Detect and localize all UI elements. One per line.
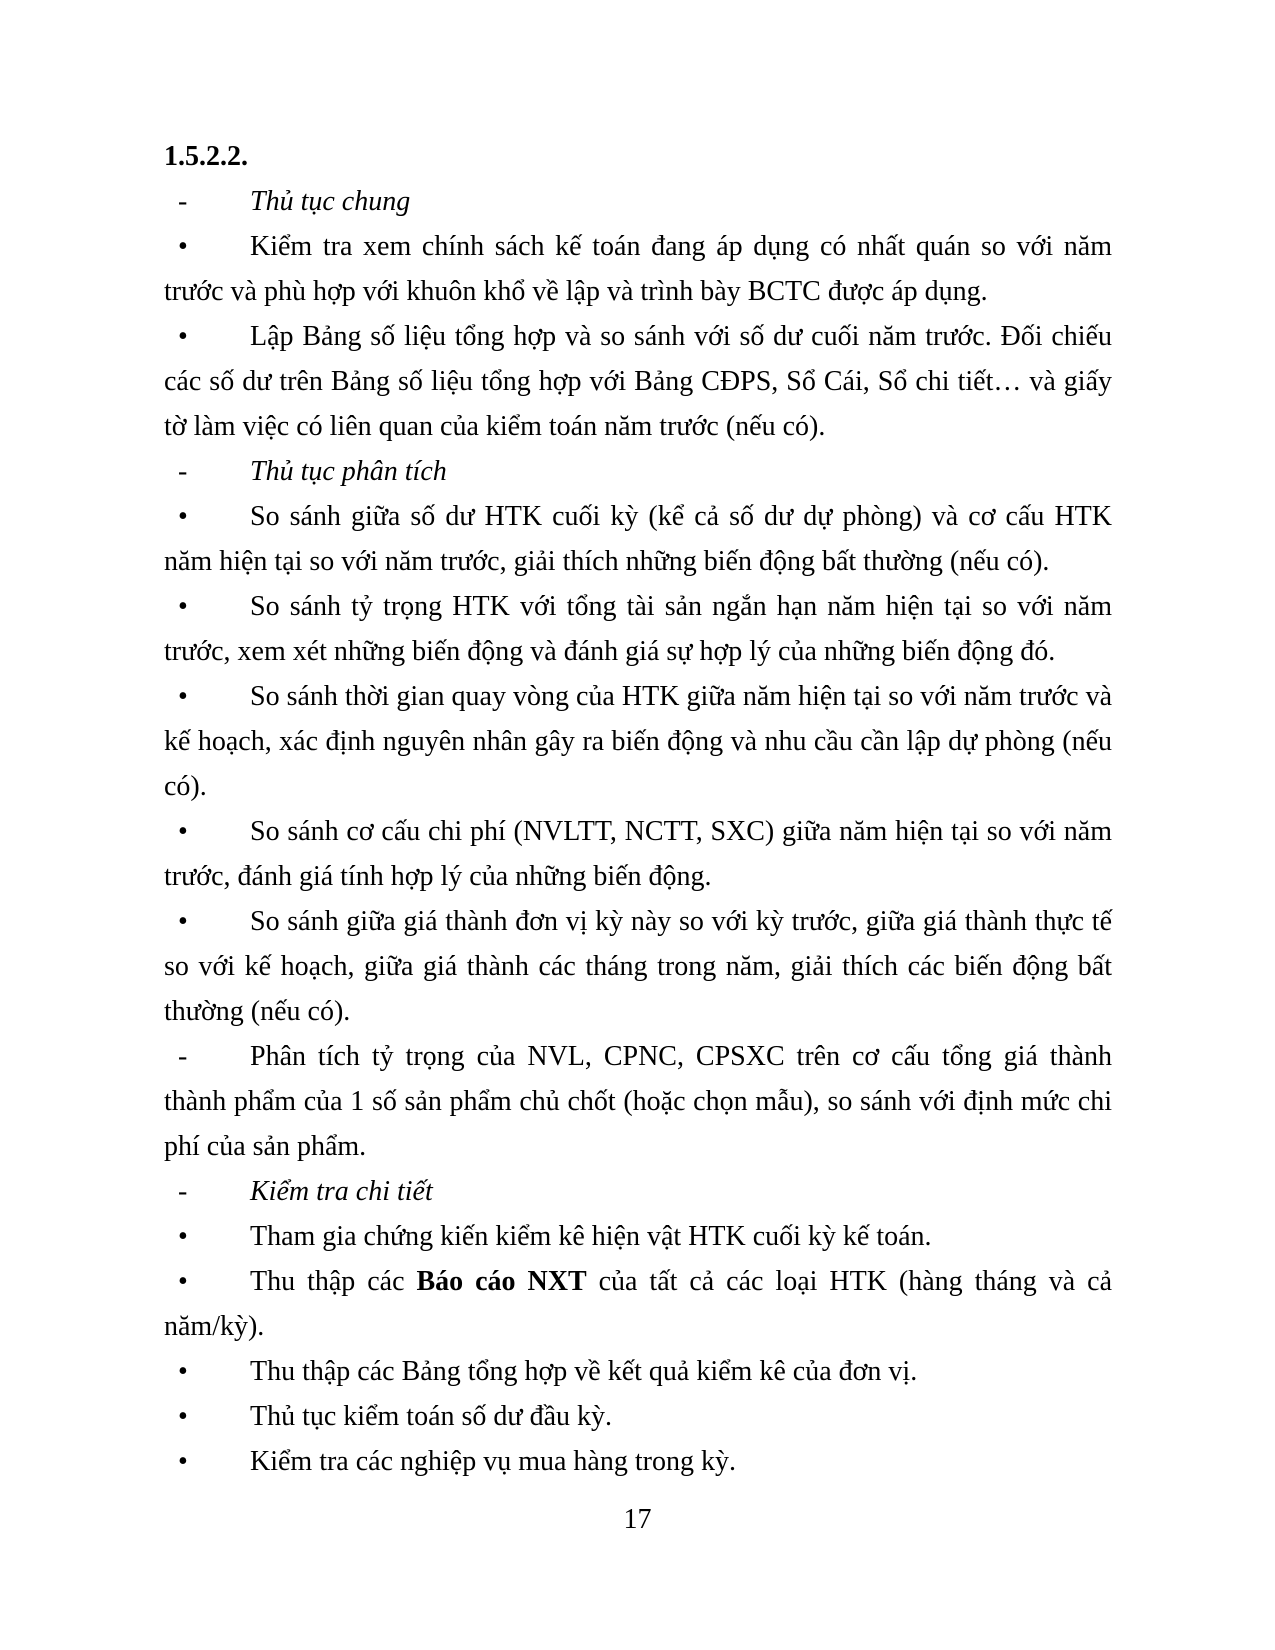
paragraph — [164, 314, 1112, 449]
paragraph — [164, 1349, 1112, 1394]
paragraph-text: Thu thập các Báo cáo NXT của tất cả các loại HTK (hàng tháng và cả năm/kỳ). — [164, 1266, 1112, 1342]
section-number-heading: 1.5.2.2. — [164, 141, 248, 172]
list-marker: • — [178, 1266, 188, 1297]
paragraph-text: So sánh giữa số dư HTK cuối kỳ (kể cả số dư dự phòng) và cơ cấu HTK năm hiện tại so với năm trước, giải thích những biến động bất thường (nếu có). — [164, 501, 1112, 577]
list-marker: • — [178, 906, 188, 937]
paragraph-text: Kiểm tra chi tiết — [250, 1176, 433, 1207]
paragraph — [164, 1439, 1112, 1484]
paragraph — [164, 1394, 1112, 1439]
page-number: 17 — [623, 1504, 652, 1535]
paragraph-text: Tham gia chứng kiến kiểm kê hiện vật HTK cuối kỳ kế toán. — [250, 1221, 932, 1252]
paragraph — [164, 1034, 1112, 1169]
paragraph-text: Thủ tục kiểm toán số dư đầu kỳ. — [250, 1401, 613, 1432]
list-marker: • — [178, 816, 188, 847]
paragraph — [164, 584, 1112, 674]
paragraph-text: So sánh tỷ trọng HTK với tổng tài sản ngắn hạn năm hiện tại so với năm trước, xem xét những biến động và đánh giá sự hợp lý của những biến động đó. — [164, 591, 1112, 667]
list-marker: • — [178, 231, 188, 262]
paragraph — [164, 809, 1112, 899]
paragraph-text: So sánh giữa giá thành đơn vị kỳ này so với kỳ trước, giữa giá thành thực tế so với kế hoạch, giữa giá thành các tháng trong năm, giải thích các biến động bất thường (nếu có). — [164, 906, 1112, 1027]
paragraph — [164, 1259, 1112, 1349]
list-marker: - — [178, 186, 188, 217]
list-marker: - — [178, 1041, 188, 1072]
paragraph-text: Thu thập các Bảng tổng hợp về kết quả kiểm kê của đơn vị. — [250, 1356, 918, 1387]
paragraph-text: So sánh thời gian quay vòng của HTK giữa năm hiện tại so với năm trước và kế hoạch, xác định nguyên nhân gây ra biến động và nhu cầu cần lập dự phòng (nếu có). — [164, 681, 1112, 802]
list-marker: • — [178, 1401, 188, 1432]
list-marker: • — [178, 1221, 188, 1252]
list-marker: • — [178, 501, 188, 532]
paragraph — [164, 1214, 1112, 1259]
paragraph-text: Kiểm tra xem chính sách kế toán đang áp dụng có nhất quán so với năm trước và phù hợp với khuôn khổ về lập và trình bày BCTC được áp dụng. — [164, 231, 1112, 307]
paragraph-text: Kiểm tra các nghiệp vụ mua hàng trong kỳ. — [250, 1446, 736, 1477]
list-marker: • — [178, 321, 188, 352]
document-body — [164, 134, 1112, 1484]
paragraph — [164, 179, 1112, 224]
paragraph — [164, 494, 1112, 584]
paragraph-text: Phân tích tỷ trọng của NVL, CPNC, CPSXC trên cơ cấu tổng giá thành thành phẩm của 1 số sản phẩm chủ chốt (hoặc chọn mẫu), so sánh với định mức chi phí của sản phẩm. — [164, 1041, 1112, 1162]
paragraph — [164, 674, 1112, 809]
list-marker: • — [178, 1446, 188, 1477]
paragraph-text: Thủ tục chung — [250, 186, 411, 217]
paragraph — [164, 1169, 1112, 1214]
paragraph — [164, 449, 1112, 494]
list-marker: • — [178, 591, 188, 622]
list-marker: • — [178, 681, 188, 712]
paragraph-text: Thủ tục phân tích — [250, 456, 447, 487]
list-marker: - — [178, 456, 188, 487]
paragraph — [164, 899, 1112, 1034]
list-marker: • — [178, 1356, 188, 1387]
paragraph-text: Lập Bảng số liệu tổng hợp và so sánh với số dư cuối năm trước. Đối chiếu các số dư trên Bảng số liệu tổng hợp với Bảng CĐPS, Sổ Cái, Sổ chi tiết… và giấy tờ làm việc có liên quan của kiểm toán năm trước (nếu có). — [164, 321, 1112, 442]
paragraph-text: So sánh cơ cấu chi phí (NVLTT, NCTT, SXC) giữa năm hiện tại so với năm trước, đánh giá tính hợp lý của những biến động. — [164, 816, 1112, 892]
paragraph-list — [164, 179, 1112, 1484]
paragraph — [164, 224, 1112, 314]
list-marker: - — [178, 1176, 188, 1207]
